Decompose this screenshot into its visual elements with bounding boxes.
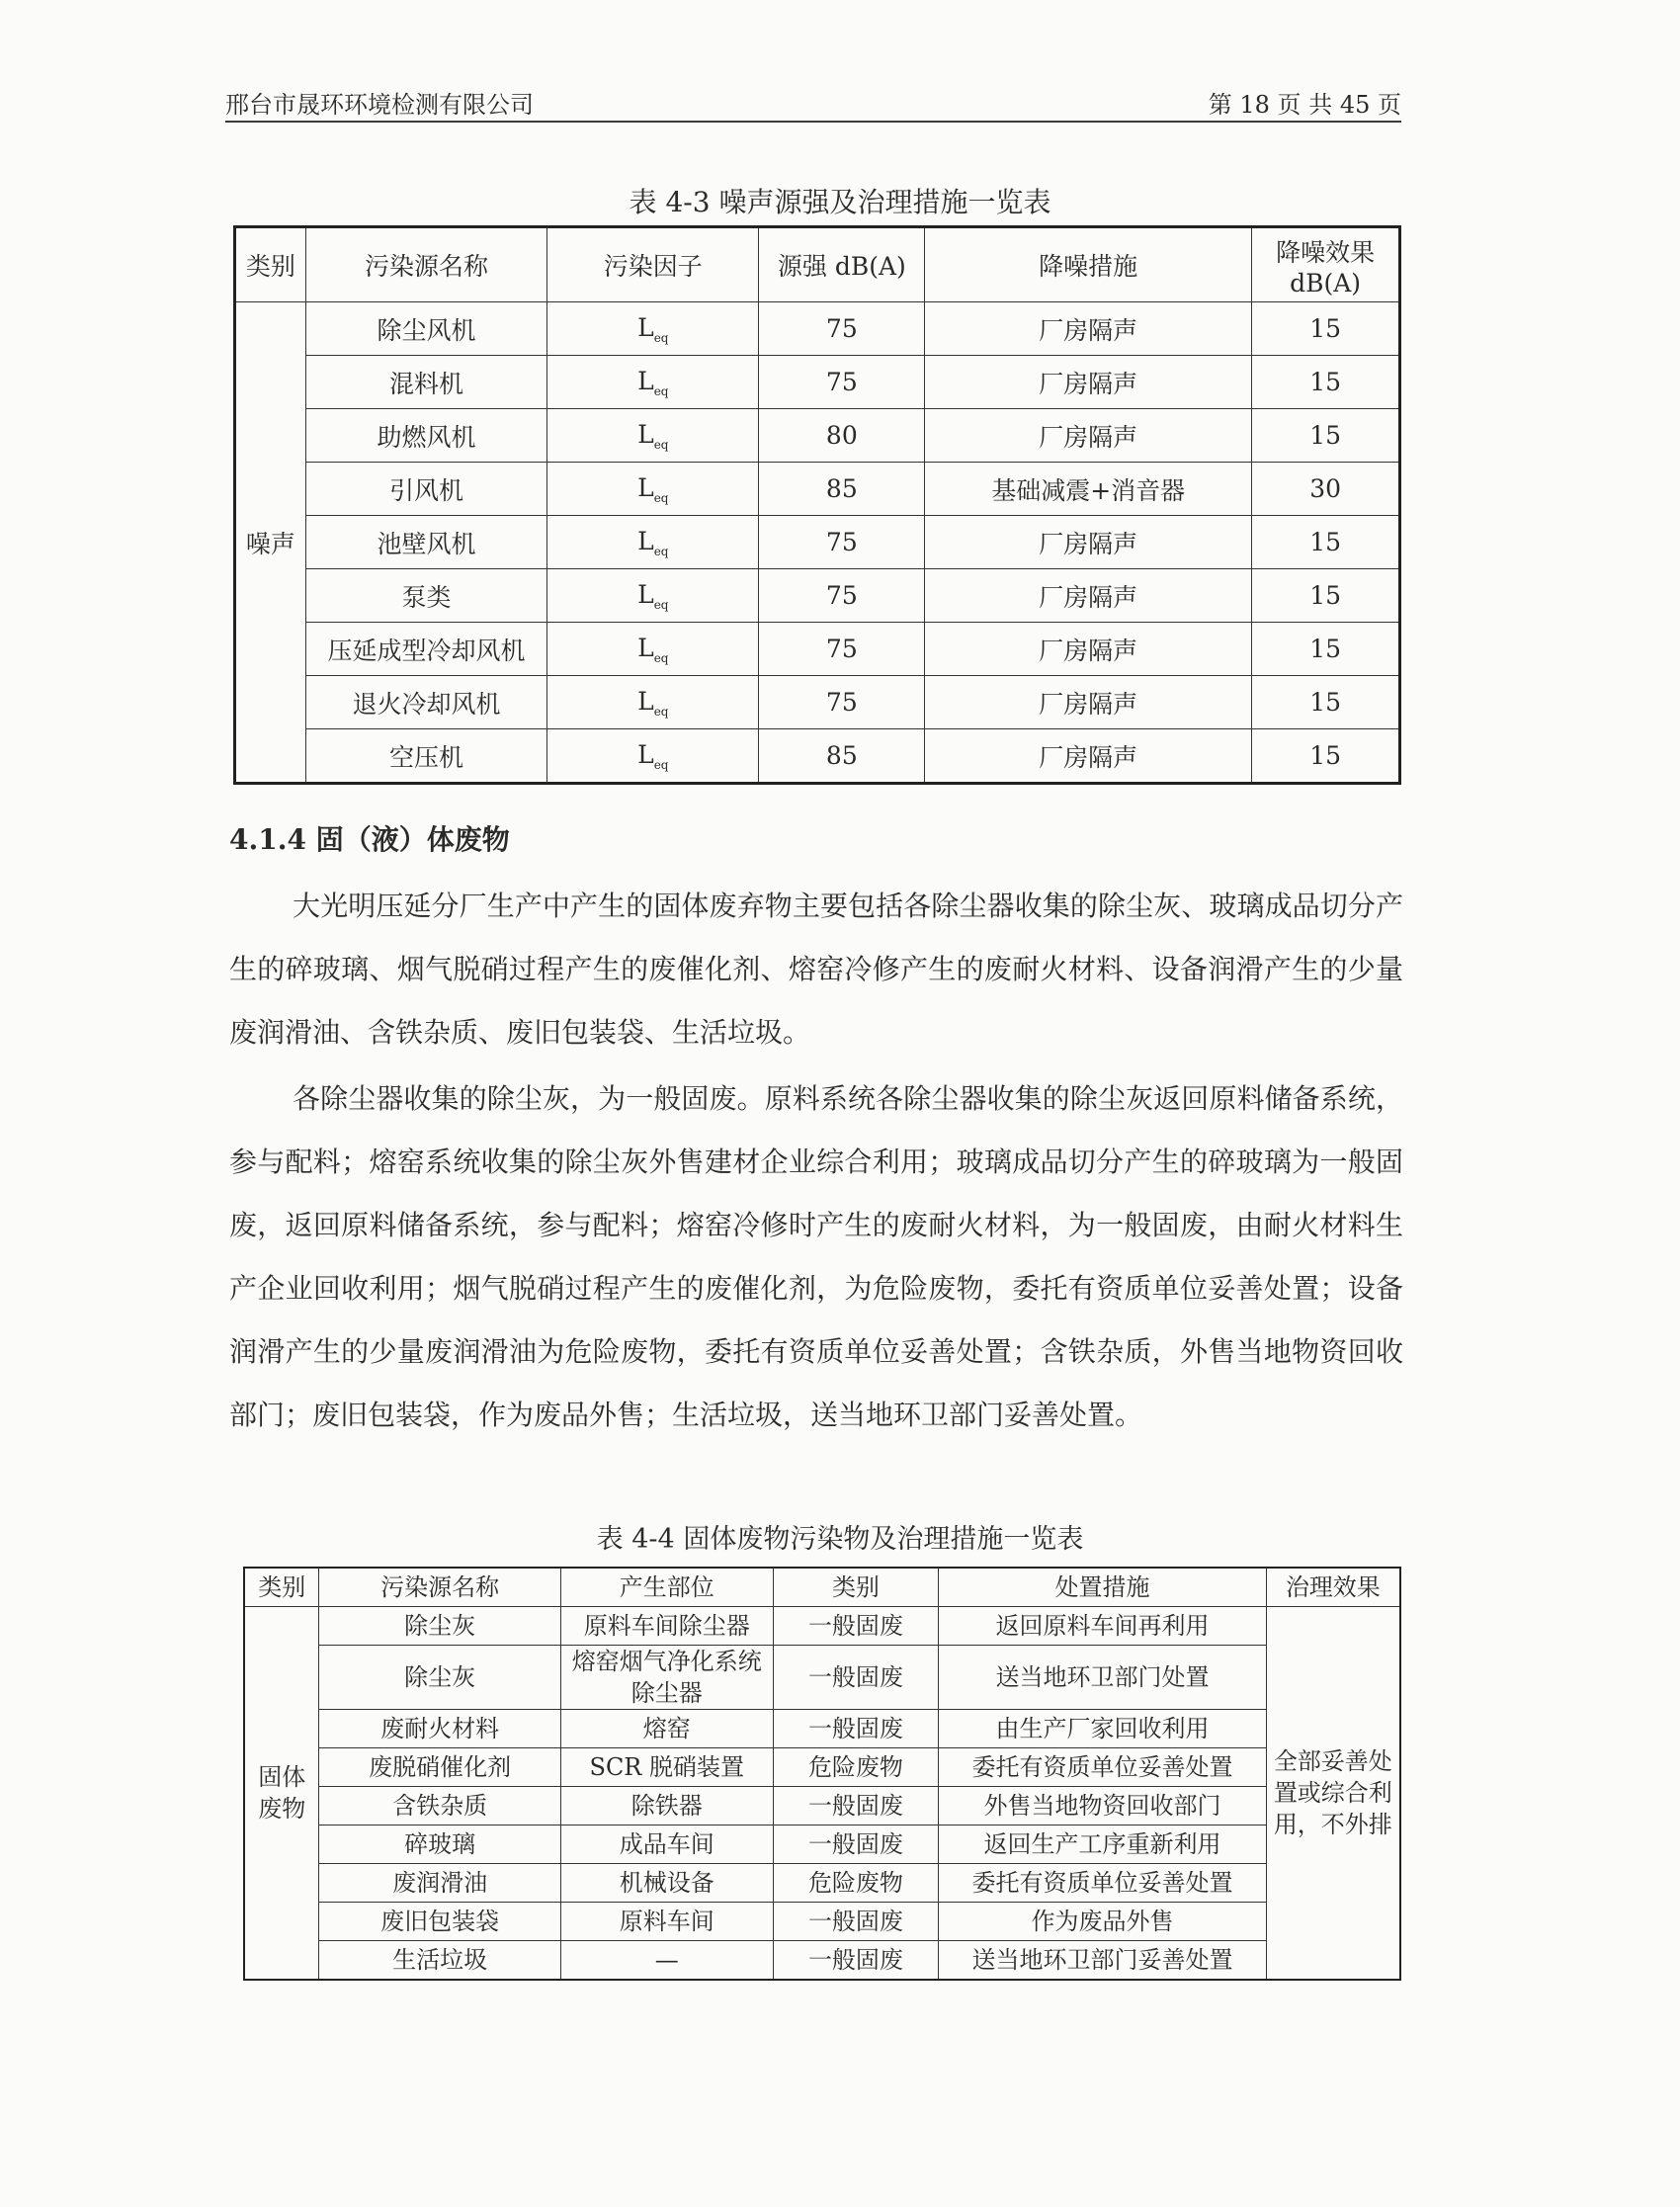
strength-cell: 75 <box>759 569 925 623</box>
table-row <box>235 516 1400 569</box>
factor-main: L <box>637 739 654 769</box>
table-row <box>235 356 1400 409</box>
factor-cell <box>547 356 759 409</box>
table-row <box>235 409 1400 463</box>
factor-sub: eq <box>653 383 669 398</box>
source-name-cell: 混料机 <box>305 356 546 409</box>
factor-cell <box>547 623 759 676</box>
effect-cell: 15 <box>1252 729 1400 784</box>
source-name-cell: 含铁杂质 <box>319 1787 561 1825</box>
source-name-cell: 废耐火材料 <box>319 1710 561 1748</box>
effect-cell: 15 <box>1252 516 1400 569</box>
source-name-cell: 泵类 <box>305 569 546 623</box>
factor-main: L <box>637 472 654 502</box>
category-line: 废物 <box>258 1795 306 1823</box>
source-name-cell: 碎玻璃 <box>319 1825 561 1864</box>
factor-cell <box>547 729 759 784</box>
factor-sub: eq <box>653 597 669 612</box>
table-row <box>244 1710 1400 1748</box>
table-row <box>235 463 1400 516</box>
section-heading: 4.1.4 固（液）体废物 <box>229 823 510 856</box>
type-cell: 一般固废 <box>773 1607 939 1646</box>
header-cell: 治理效果 <box>1266 1568 1400 1607</box>
table-header-row <box>235 227 1400 302</box>
effect-cell: 15 <box>1252 676 1400 729</box>
measure-cell: 厂房隔声 <box>925 569 1252 623</box>
disposal-cell: 返回原料车间再利用 <box>939 1607 1266 1646</box>
measure-cell: 厂房隔声 <box>925 356 1252 409</box>
source-name-cell: 废润滑油 <box>319 1864 561 1903</box>
factor-sub: eq <box>653 650 669 665</box>
strength-cell: 85 <box>759 463 925 516</box>
table-row <box>244 1825 1400 1864</box>
header-cell: 类别 <box>244 1568 319 1607</box>
paragraph: 大光明压延分厂生产中产生的固体废弃物主要包括各除尘器收集的除尘灰、玻璃成品切分产生的碎玻璃、烟气脱硝过程产生的废催化剂、熔窑冷修产生的废耐火材料、设备润滑产生的少量废润滑油、含铁杂质、废旧包装袋、生活垃圾。 <box>229 890 1403 1049</box>
table-row <box>244 1646 1400 1710</box>
factor-cell <box>547 463 759 516</box>
factor-cell <box>547 302 759 356</box>
effect-cell: 15 <box>1252 569 1400 623</box>
table-header-row <box>244 1568 1400 1607</box>
factor-main: L <box>637 312 654 342</box>
source-name-cell: 引风机 <box>305 463 546 516</box>
header-cell: 类别 <box>235 227 306 302</box>
table-row <box>244 1748 1400 1787</box>
strength-cell: 75 <box>759 676 925 729</box>
type-cell: 一般固废 <box>773 1825 939 1864</box>
disposal-cell: 委托有资质单位妥善处置 <box>939 1864 1266 1903</box>
factor-main: L <box>637 633 654 662</box>
disposal-cell: 送当地环卫部门妥善处置 <box>939 1941 1266 1981</box>
measure-cell: 基础减震+消音器 <box>925 463 1252 516</box>
page-header <box>225 81 1401 123</box>
table-row <box>235 623 1400 676</box>
measure-cell: 厂房隔声 <box>925 676 1252 729</box>
factor-cell <box>547 516 759 569</box>
disposal-cell: 作为废品外售 <box>939 1903 1266 1941</box>
source-name-cell: 池壁风机 <box>305 516 546 569</box>
header-cell: 类别 <box>773 1568 939 1607</box>
type-cell: 一般固废 <box>773 1646 939 1710</box>
source-name-cell: 除尘灰 <box>319 1607 561 1646</box>
location-cell: 原料车间 <box>560 1903 773 1941</box>
factor-main: L <box>637 366 654 395</box>
table-row <box>244 1607 1400 1646</box>
source-name-cell: 空压机 <box>305 729 546 784</box>
strength-cell: 85 <box>759 729 925 784</box>
disposal-cell: 返回生产工序重新利用 <box>939 1825 1266 1864</box>
header-cell: 污染源名称 <box>305 227 546 302</box>
table-row <box>244 1787 1400 1825</box>
location-cell: SCR 脱硝装置 <box>560 1748 773 1787</box>
strength-cell: 75 <box>759 356 925 409</box>
header-cell: 降噪措施 <box>925 227 1252 302</box>
header-cell: 污染因子 <box>547 227 759 302</box>
type-cell: 一般固废 <box>773 1710 939 1748</box>
source-name-cell: 除尘风机 <box>305 302 546 356</box>
factor-main: L <box>637 526 654 555</box>
location-cell: 成品车间 <box>560 1825 773 1864</box>
type-cell: 危险废物 <box>773 1864 939 1903</box>
factor-sub: eq <box>653 490 669 505</box>
factor-sub: eq <box>653 330 669 345</box>
source-name-cell: 生活垃圾 <box>319 1941 561 1981</box>
table-row <box>235 569 1400 623</box>
strength-cell: 75 <box>759 516 925 569</box>
type-cell: 一般固废 <box>773 1903 939 1941</box>
measure-cell: 厂房隔声 <box>925 409 1252 463</box>
disposal-cell: 委托有资质单位妥善处置 <box>939 1748 1266 1787</box>
type-cell: 危险废物 <box>773 1748 939 1787</box>
factor-sub: eq <box>653 757 669 772</box>
company-name: 邢台市晟环环境检测有限公司 <box>225 91 534 119</box>
location-cell: 熔窑 <box>560 1710 773 1748</box>
source-name-cell: 退火冷却风机 <box>305 676 546 729</box>
table-4-4-caption: 表 4-4 固体废物污染物及治理措施一览表 <box>596 1524 1084 1555</box>
factor-sub: eq <box>653 704 669 719</box>
disposal-cell: 外售当地物资回收部门 <box>939 1787 1266 1825</box>
factor-cell <box>547 569 759 623</box>
effect-cell: 15 <box>1252 356 1400 409</box>
factor-main: L <box>637 579 654 609</box>
table-row <box>244 1864 1400 1903</box>
effect-cell: 15 <box>1252 302 1400 356</box>
measure-cell: 厂房隔声 <box>925 516 1252 569</box>
table-row <box>244 1903 1400 1941</box>
table-row <box>235 676 1400 729</box>
source-name-cell: 助燃风机 <box>305 409 546 463</box>
factor-cell <box>547 676 759 729</box>
paragraph: 各除尘器收集的除尘灰，为一般固废。原料系统各除尘器收集的除尘灰返回原料储备系统，参与配料；熔窑系统收集的除尘灰外售建材企业综合利用；玻璃成品切分产生的碎玻璃为一般固废，返回原料储备系统，参与配料；熔窑冷修时产生的废耐火材料，为一般固废，由耐火材料生产企业回收利用；烟气脱硝过程产生的废催化剂，为危险废物，委托有资质单位妥善处置；设备润滑产生的少量废润滑油为危险废物，委托有资质单位妥善处置；含铁杂质，外售当地物资回收部门；废旧包装袋，作为废品外售；生活垃圾，送当地环卫部门妥善处置。 <box>229 1082 1403 1431</box>
location-cell: — <box>560 1941 773 1981</box>
factor-sub: eq <box>653 544 669 558</box>
type-cell: 一般固废 <box>773 1941 939 1981</box>
measure-cell: 厂房隔声 <box>925 729 1252 784</box>
page-indicator: 第 18 页 共 45 页 <box>1208 91 1401 119</box>
strength-cell: 75 <box>759 302 925 356</box>
noise-source-table <box>233 225 1401 785</box>
measure-cell: 厂房隔声 <box>925 302 1252 356</box>
disposal-cell: 由生产厂家回收利用 <box>939 1710 1266 1748</box>
table-row <box>235 302 1400 356</box>
header-cell: 降噪效果 dB(A) <box>1252 227 1400 302</box>
effect-cell: 全部妥善处置或综合利用，不外排 <box>1266 1607 1400 1981</box>
category-cell <box>244 1607 319 1981</box>
strength-cell: 75 <box>759 623 925 676</box>
factor-cell <box>547 409 759 463</box>
header-cell: 产生部位 <box>560 1568 773 1607</box>
measure-cell: 厂房隔声 <box>925 623 1252 676</box>
factor-sub: eq <box>653 437 669 452</box>
strength-cell: 80 <box>759 409 925 463</box>
type-cell: 一般固废 <box>773 1787 939 1825</box>
table-4-3-caption: 表 4-3 噪声源强及治理措施一览表 <box>629 186 1051 218</box>
category-line: 固体 <box>258 1763 306 1791</box>
category-cell: 噪声 <box>235 302 306 784</box>
factor-main: L <box>637 686 654 716</box>
header-cell: 污染源名称 <box>319 1568 561 1607</box>
effect-cell: 15 <box>1252 409 1400 463</box>
header-cell: 处置措施 <box>939 1568 1266 1607</box>
table-row <box>235 729 1400 784</box>
source-name-cell: 除尘灰 <box>319 1646 561 1710</box>
effect-cell: 30 <box>1252 463 1400 516</box>
table-row <box>244 1941 1400 1981</box>
source-name-cell: 废旧包装袋 <box>319 1903 561 1941</box>
factor-main: L <box>637 419 654 449</box>
disposal-cell: 送当地环卫部门处置 <box>939 1646 1266 1710</box>
location-cell: 原料车间除尘器 <box>560 1607 773 1646</box>
header-cell: 源强 dB(A) <box>759 227 925 302</box>
solid-waste-table <box>243 1567 1401 1981</box>
location-cell: 机械设备 <box>560 1864 773 1903</box>
source-name-cell: 压延成型冷却风机 <box>305 623 546 676</box>
location-cell: 熔窑烟气净化系统除尘器 <box>560 1646 773 1710</box>
source-name-cell: 废脱硝催化剂 <box>319 1748 561 1787</box>
effect-cell: 15 <box>1252 623 1400 676</box>
location-cell: 除铁器 <box>560 1787 773 1825</box>
